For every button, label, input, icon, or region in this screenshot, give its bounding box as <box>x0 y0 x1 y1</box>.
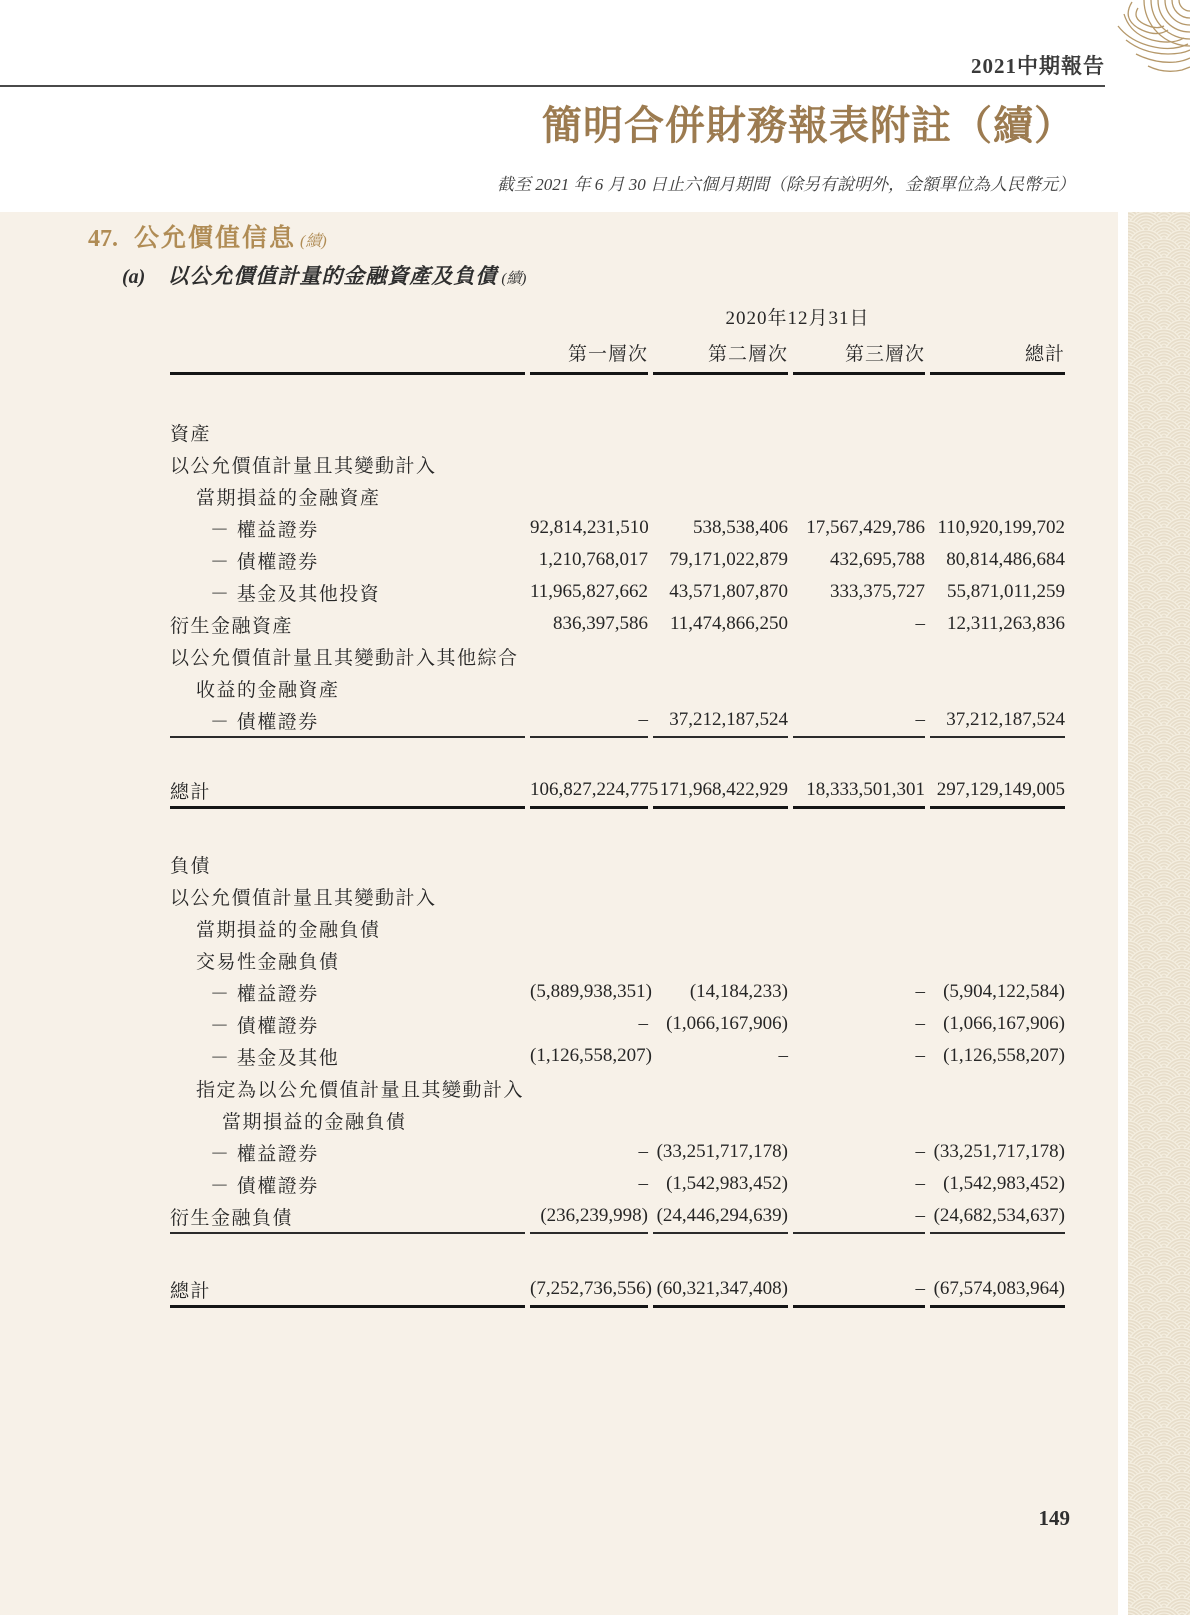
cell-value <box>930 944 1065 976</box>
cell-value <box>530 480 648 512</box>
cell-value: – <box>638 1141 648 1162</box>
cell-value <box>793 416 925 448</box>
cell-value <box>793 944 925 976</box>
cell-value: (67,574,083,964) <box>930 1273 1065 1308</box>
cell-value: – <box>915 1045 925 1066</box>
header-rule <box>0 85 1105 87</box>
row-label: 收益的金融資產 <box>196 679 340 701</box>
cell-value <box>930 912 1065 944</box>
cell-value <box>793 848 925 880</box>
row-label: 衍生金融負債 <box>170 1200 525 1234</box>
row-label: － 債權證券 <box>210 551 319 573</box>
spacer-cell <box>170 809 1065 848</box>
table-row <box>170 912 1065 944</box>
cell-value: 110,920,199,702 <box>937 517 1066 538</box>
cell-value <box>530 1072 648 1104</box>
spacer-cell <box>170 738 1065 774</box>
cell-value: 106,827,224,775 <box>530 774 648 809</box>
table-row <box>170 944 1065 976</box>
cell-value: 37,212,187,524 <box>653 704 788 738</box>
cell-value <box>653 848 788 880</box>
cell-value: – <box>793 704 925 738</box>
row-label: － 債權證券 <box>210 1175 319 1197</box>
section-continued-label: (續) <box>300 233 327 250</box>
cell-value <box>793 640 925 672</box>
row-label: － 權益證券 <box>210 1143 319 1165</box>
cell-value: (1,542,983,452) <box>666 1173 788 1194</box>
cell-value <box>793 912 925 944</box>
page-subtitle: 截至 2021 年 6 月 30 日止六個月期間（除另有說明外，金額單位為人民幣元） <box>497 175 1075 194</box>
page-title: 簡明合併財務報表附註（續） <box>542 103 1075 148</box>
row-label: 當期損益的金融負債 <box>222 1111 407 1133</box>
cell-value: 171,968,422,929 <box>653 774 788 809</box>
cell-value: – <box>778 1045 788 1066</box>
table-row <box>170 448 1065 480</box>
spacer-row <box>170 738 1065 774</box>
cell-value <box>530 912 648 944</box>
cell-value <box>930 848 1065 880</box>
cell-value: 17,567,429,786 <box>806 517 925 538</box>
cell-value <box>653 912 788 944</box>
row-label: － 債權證券 <box>210 1015 319 1037</box>
row-label: 衍生金融資產 <box>170 615 294 637</box>
row-label: 負債 <box>170 855 212 877</box>
cell-value <box>530 944 648 976</box>
column-header-row <box>170 332 1065 375</box>
table-row <box>170 774 1065 809</box>
cell-value: (1,126,558,207) <box>943 1045 1066 1066</box>
cell-value <box>793 880 925 912</box>
row-label: 以公允價值計量且其變動計入 <box>170 455 437 477</box>
cell-value: 11,474,866,250 <box>669 613 788 634</box>
cell-value <box>930 672 1065 704</box>
cell-value: (24,682,534,637) <box>930 1200 1065 1234</box>
cell-value <box>930 880 1065 912</box>
row-label: 以公允價值計量且其變動計入其他綜合 <box>170 647 519 669</box>
cell-value: 1,210,768,017 <box>538 549 648 570</box>
cell-value: – <box>638 1173 648 1194</box>
cell-value: – <box>915 1141 925 1162</box>
cell-value: – <box>793 1200 925 1234</box>
row-label: － 權益證券 <box>210 983 319 1005</box>
empty-cell <box>170 300 525 332</box>
row-label: 總計 <box>170 1273 525 1308</box>
cell-value: (1,066,167,906) <box>666 1013 788 1034</box>
cell-value <box>930 448 1065 480</box>
row-label: － 權益證券 <box>210 519 319 541</box>
cell-value <box>793 480 925 512</box>
date-header: 2020年12月31日 <box>725 307 870 329</box>
row-label: 當期損益的金融資產 <box>196 487 381 509</box>
cell-value: (236,239,998) <box>530 1200 648 1234</box>
subsection-title: 以公允價值計量的金融資產及負債 <box>167 264 498 288</box>
table-row <box>170 1008 1065 1040</box>
cell-value: – <box>530 704 648 738</box>
cell-value: 12,311,263,836 <box>946 613 1066 634</box>
row-label: 當期損益的金融負債 <box>196 919 381 941</box>
spacer-cell <box>170 375 1065 416</box>
section-number: 47. <box>88 226 118 252</box>
cell-value: 37,212,187,524 <box>930 704 1065 738</box>
table-row <box>170 1104 1065 1136</box>
cell-value <box>930 416 1065 448</box>
cell-value <box>530 448 648 480</box>
cell-value <box>530 880 648 912</box>
cell-value <box>930 480 1065 512</box>
table-row <box>170 512 1065 544</box>
cell-value <box>930 640 1065 672</box>
cell-value: 432,695,788 <box>830 549 925 570</box>
table-row <box>170 848 1065 880</box>
subsection-heading <box>122 260 526 290</box>
cell-value: (1,126,558,207) <box>530 1045 652 1066</box>
column-header: 第三層次 <box>793 332 925 375</box>
cell-value: (60,321,347,408) <box>653 1273 788 1308</box>
cell-value <box>930 1104 1065 1136</box>
cell-value: – <box>915 981 925 1002</box>
cell-value: (5,889,938,351) <box>530 981 652 1002</box>
table-row <box>170 1273 1065 1308</box>
cell-value: (14,184,233) <box>689 981 788 1002</box>
spacer-cell <box>170 1234 1065 1273</box>
table-row <box>170 416 1065 448</box>
report-label: 2021中期報告 <box>971 54 1105 78</box>
subsection-continued-label: (續) <box>501 271 527 287</box>
cell-value <box>653 448 788 480</box>
section-heading <box>88 218 327 254</box>
cell-value: 80,814,486,684 <box>946 549 1066 570</box>
table-row <box>170 608 1065 640</box>
cell-value: 18,333,501,301 <box>793 774 925 809</box>
spacer-row <box>170 375 1065 416</box>
cell-value: (24,446,294,639) <box>653 1200 788 1234</box>
cell-value <box>530 640 648 672</box>
cell-value: 92,814,231,510 <box>530 517 649 538</box>
cell-value <box>530 1104 648 1136</box>
cell-value <box>530 848 648 880</box>
row-label: － 基金及其他投資 <box>210 583 381 605</box>
seigaiha-pattern-strip <box>1128 212 1190 1615</box>
cell-value: – <box>638 1013 648 1034</box>
empty-cell <box>170 332 525 375</box>
cell-value: – <box>915 1013 925 1034</box>
row-label: － 債權證券 <box>170 704 525 738</box>
cell-value <box>653 880 788 912</box>
row-label: 總計 <box>170 774 525 809</box>
row-label: 資產 <box>170 423 212 445</box>
cell-value <box>930 1072 1065 1104</box>
table-row <box>170 976 1065 1008</box>
table-row <box>170 1072 1065 1104</box>
cell-value <box>653 1072 788 1104</box>
cell-value <box>793 448 925 480</box>
cell-value <box>793 1104 925 1136</box>
cell-value: 297,129,149,005 <box>930 774 1065 809</box>
cell-value <box>530 416 648 448</box>
cell-value <box>653 416 788 448</box>
cell-value: 79,171,022,879 <box>669 549 788 570</box>
cell-value: – <box>793 1273 925 1308</box>
table-row <box>170 672 1065 704</box>
table-row <box>170 544 1065 576</box>
cell-value: (33,251,717,178) <box>656 1141 788 1162</box>
date-header-row <box>170 300 1065 332</box>
cell-value: 333,375,727 <box>830 581 925 602</box>
table-row <box>170 704 1065 738</box>
cell-value <box>653 944 788 976</box>
column-header: 第一層次 <box>530 332 648 375</box>
cell-value <box>653 672 788 704</box>
row-label: 指定為以公允價值計量且其變動計入 <box>196 1079 525 1101</box>
cell-value <box>793 672 925 704</box>
cell-value <box>653 480 788 512</box>
cell-value: 55,871,011,259 <box>946 581 1066 602</box>
row-label: － 基金及其他 <box>210 1047 340 1069</box>
cell-value <box>793 1072 925 1104</box>
cell-value: (33,251,717,178) <box>933 1141 1066 1162</box>
cell-value <box>530 672 648 704</box>
row-label: 交易性金融負債 <box>196 951 340 973</box>
cell-value <box>653 640 788 672</box>
fair-value-table <box>165 300 1070 1308</box>
table-row <box>170 480 1065 512</box>
cell-value: – <box>915 613 925 634</box>
cell-value: (7,252,736,556) <box>530 1273 648 1308</box>
cell-value: 538,538,406 <box>693 517 788 538</box>
cell-value: – <box>915 1173 925 1194</box>
cell-value: 11,965,827,662 <box>530 581 649 602</box>
subsection-label: (a) <box>122 266 146 288</box>
cell-value <box>653 1104 788 1136</box>
table-row <box>170 1168 1065 1200</box>
fair-value-table-body <box>170 375 1065 1308</box>
table-row <box>170 576 1065 608</box>
cell-value: 43,571,807,870 <box>669 581 788 602</box>
spacer-row <box>170 809 1065 848</box>
table-row <box>170 640 1065 672</box>
section-title: 公允價值信息 <box>134 225 297 252</box>
spacer-row <box>170 1234 1065 1273</box>
page-number: 149 <box>1038 1506 1070 1530</box>
column-header: 第二層次 <box>653 332 788 375</box>
column-header: 總計 <box>930 332 1065 375</box>
table-row <box>170 1136 1065 1168</box>
table-row <box>170 880 1065 912</box>
table-row <box>170 1200 1065 1234</box>
cell-value: (5,904,122,584) <box>943 981 1066 1002</box>
table-row <box>170 1040 1065 1072</box>
cell-value: (1,542,983,452) <box>943 1173 1066 1194</box>
cell-value: 836,397,586 <box>553 613 648 634</box>
row-label: 以公允價值計量且其變動計入 <box>170 887 437 909</box>
cell-value: (1,066,167,906) <box>943 1013 1066 1034</box>
